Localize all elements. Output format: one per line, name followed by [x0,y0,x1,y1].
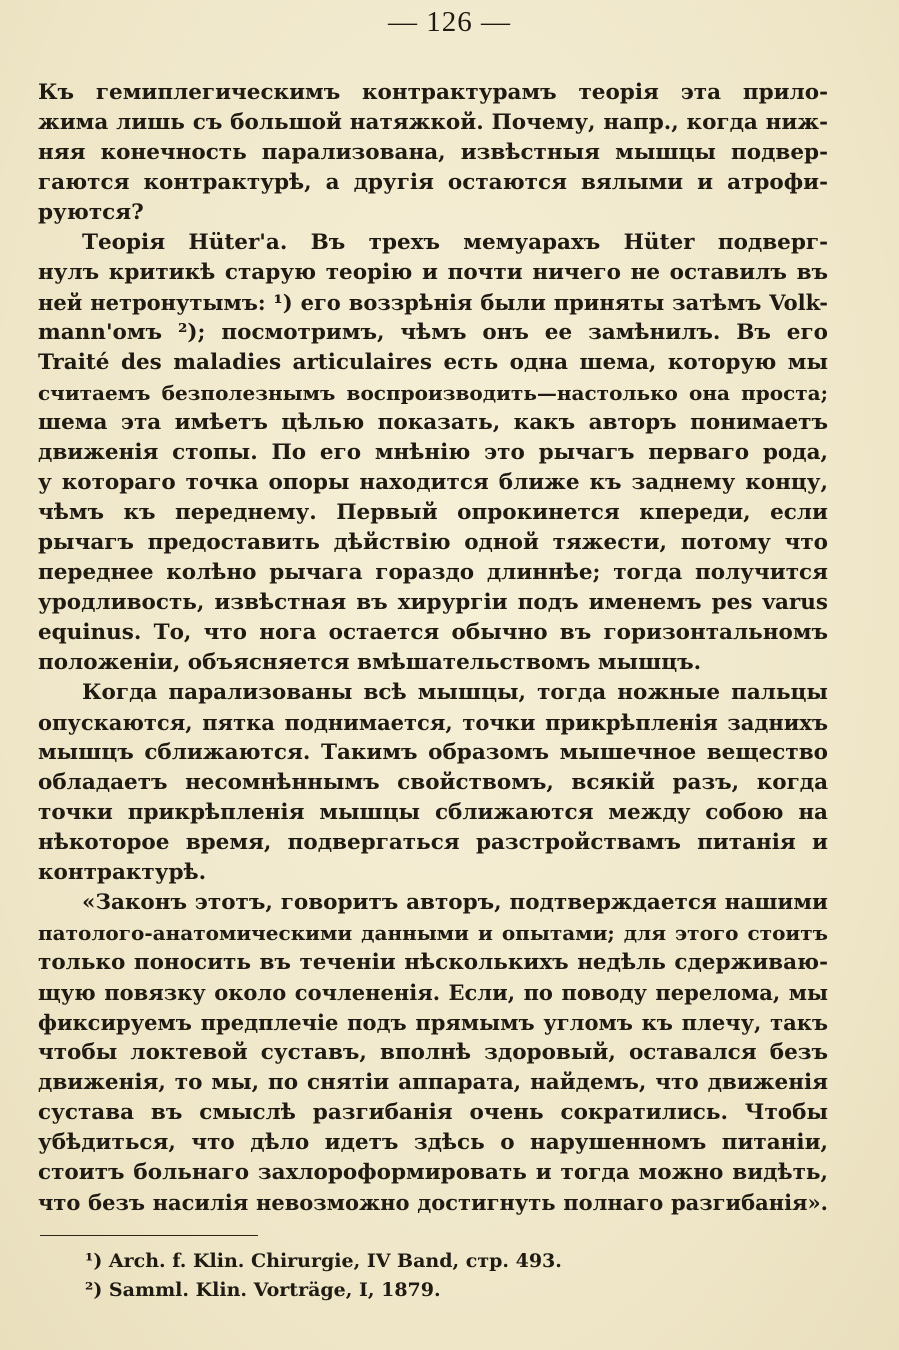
text-line: Когда парализованы всѣ мышцы, тогда ножные пальцы [82,680,828,705]
text-line: мышцъ сближаются. Такимъ образомъ мышечное вещество [38,740,828,765]
text-line: чтобы локтевой суставъ, вполнѣ здоровый, оставался безъ [38,1040,828,1065]
text-line: чѣмъ къ переднему. Первый опрокинется кпереди, если [38,500,828,525]
text-line: что безъ насилія невозможно достигнуть полнаго разгибанія». [38,1190,828,1215]
text-line: уродливость, извѣстная въ хирургіи подъ именемъ pes varus [38,590,828,615]
text-line: нѣкоторое время, подвергаться разстройствамъ питанія и [38,830,828,855]
text-line: переднее колѣно рычага гораздо длиннѣе; тогда получится [38,560,828,585]
text-line: положеніи, объясняется вмѣшательствомъ мышцъ. [38,650,702,675]
text-line: «Законъ этотъ, говоритъ авторъ, подтверждается нашими [82,890,828,915]
text-line: движенія, то мы, по снятіи аппарата, найдемъ, что движенія [38,1070,828,1095]
text-line: Къ гемиплегическимъ контрактурамъ теорія эта прило- [38,80,828,105]
text-line: стоитъ больнаго захлороформировать и тогда можно видѣть, [38,1160,828,1185]
text-line: шема эта имѣетъ цѣлью показать, какъ авторъ понимаетъ [38,410,828,435]
text-line: патолого-анатомическими данными и опытами; для этого стоитъ [38,921,828,945]
page-number: — 126 — [388,6,511,38]
text-line: ней нетронутымъ: ¹) его воззрѣнія были приняты затѣмъ Volk- [38,290,828,315]
text-line: опускаются, пятка поднимается, точки прикрѣпленія заднихъ [38,710,828,735]
text-line: рычагъ предоставить дѣйствію одной тяжести, потому что [38,530,828,555]
text-line: щую повязку около сочлененія. Если, по поводу перелома, мы [38,980,828,1005]
text-line: точки прикрѣпленія мышцы сближаются между собою на [38,800,828,825]
text-line: нулъ критикѣ старую теорію и почти ничего не оставилъ въ [38,260,828,285]
text-line: движенія стопы. По его мнѣнію это рычагъ перваго рода, [38,440,828,465]
footnote-2: ²) Samml. Klin. Vorträge, I, 1879. [85,1279,441,1301]
text-line: сустава въ смыслѣ разгибанія очень сократились. Чтобы [38,1100,828,1125]
text-line: руются? [38,200,144,225]
footnotes [85,1247,785,1305]
text-line: Traité des maladies articulaires есть одна шема, которую мы [38,350,828,375]
text-line: Теорія Hüter'a. Въ трехъ мемуарахъ Hüter подверг- [82,230,828,255]
text-line: только поносить въ теченіи нѣсколькихъ недѣль сдерживаю- [38,950,828,975]
text-line: считаемъ безполезнымъ воспроизводить—настолько она проста; [38,381,828,405]
text-line: убѣдиться, что дѣло идетъ здѣсь о нарушенномъ питаніи, [38,1130,828,1155]
text-line: обладаетъ несомнѣннымъ свойствомъ, всякій разъ, когда [38,770,828,795]
footnote-divider [40,1235,258,1236]
text-line: няя конечность парализована, извѣстныя мышцы подвер- [38,140,828,165]
text-line: жима лишь съ большой натяжкой. Почему, напр., когда ниж- [38,110,828,135]
text-line: контрактурѣ. [38,860,207,885]
text-line: гаются контрактурѣ, а другія остаются вялыми и атрофи- [38,170,828,195]
text-line: у котораго точка опоры находится ближе къ заднему концу, [38,470,828,495]
text-line: фиксируемъ предплечіе подъ прямымъ угломъ къ плечу, такъ [38,1010,828,1035]
text-line: mann'омъ ²); посмотримъ, чѣмъ онъ ее замѣнилъ. Въ его [38,320,828,345]
footnote-1: ¹) Arch. f. Klin. Chirurgie, IV Band, стр. 493. [85,1250,562,1272]
body-text [38,78,828,1218]
text-line: equinus. То, что нога остается обычно въ горизонтальномъ [38,620,828,645]
